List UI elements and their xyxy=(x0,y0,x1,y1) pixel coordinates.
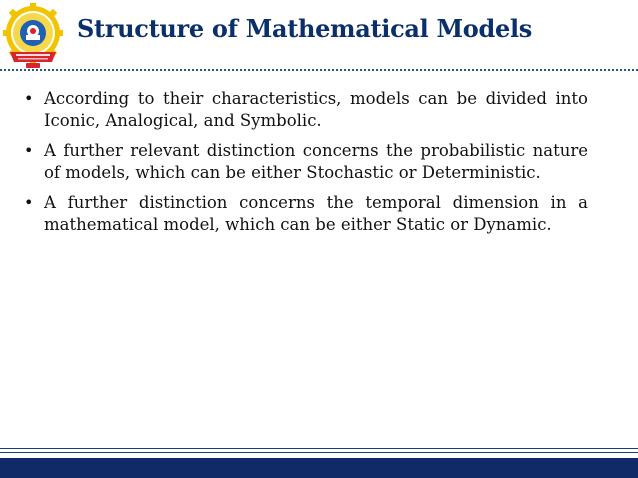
bullet-glyph: • xyxy=(24,193,34,212)
header-divider xyxy=(0,69,638,71)
bullet-text: A further distinction concerns the temporal dimension in a mathematical model, which can be either Static or Dynamic. xyxy=(44,193,588,234)
bullet-glyph: • xyxy=(24,89,34,108)
bullet-item xyxy=(22,88,588,132)
footer-line xyxy=(0,448,638,449)
footer-line xyxy=(0,452,638,453)
slide-title: Structure of Mathematical Models xyxy=(77,14,532,43)
bullet-glyph: • xyxy=(24,141,34,160)
footer-bar xyxy=(0,458,638,478)
bullet-text: A further relevant distinction concerns the probabilistic nature of models, which can be either Stochastic or Deterministic. xyxy=(44,141,588,182)
institution-emblem-icon xyxy=(2,2,64,70)
bullet-item xyxy=(22,192,588,236)
bullet-list xyxy=(22,88,588,244)
bullet-item xyxy=(22,140,588,184)
bullet-text: According to their characteristics, models can be divided into Iconic, Analogical, and Symbolic. xyxy=(44,89,588,130)
